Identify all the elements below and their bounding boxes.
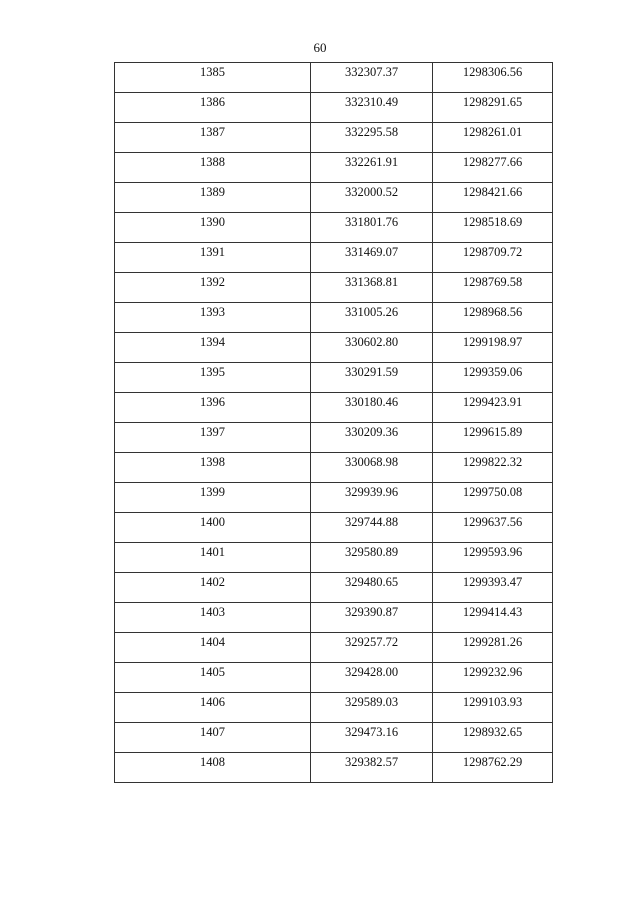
table-row [115, 123, 553, 153]
point-number-cell: 1392 [115, 273, 311, 303]
point-number-cell: 1395 [115, 363, 311, 393]
coordinates-table [114, 62, 553, 783]
point-number-cell: 1389 [115, 183, 311, 213]
x-coordinate-cell: 329589.03 [311, 693, 433, 723]
x-coordinate-cell: 332310.49 [311, 93, 433, 123]
y-coordinate-cell: 1298291.65 [433, 93, 553, 123]
point-number-cell: 1405 [115, 663, 311, 693]
y-coordinate-cell: 1298277.66 [433, 153, 553, 183]
x-coordinate-cell: 330068.98 [311, 453, 433, 483]
x-coordinate-cell: 331368.81 [311, 273, 433, 303]
x-coordinate-cell: 332295.58 [311, 123, 433, 153]
y-coordinate-cell: 1299281.26 [433, 633, 553, 663]
table-row [115, 333, 553, 363]
x-coordinate-cell: 329382.57 [311, 753, 433, 783]
table-row [115, 453, 553, 483]
point-number-cell: 1407 [115, 723, 311, 753]
point-number-cell: 1394 [115, 333, 311, 363]
y-coordinate-cell: 1299822.32 [433, 453, 553, 483]
page-number: 60 [313, 40, 327, 55]
point-number-cell: 1400 [115, 513, 311, 543]
point-number-cell: 1385 [115, 63, 311, 93]
table-row [115, 513, 553, 543]
table-row [115, 363, 553, 393]
point-number-cell: 1404 [115, 633, 311, 663]
y-coordinate-cell: 1298932.65 [433, 723, 553, 753]
table-row [115, 753, 553, 783]
table-row [115, 663, 553, 693]
x-coordinate-cell: 329428.00 [311, 663, 433, 693]
y-coordinate-cell: 1299393.47 [433, 573, 553, 603]
y-coordinate-cell: 1299198.97 [433, 333, 553, 363]
x-coordinate-cell: 329257.72 [311, 633, 433, 663]
y-coordinate-cell: 1299637.56 [433, 513, 553, 543]
table-row [115, 63, 553, 93]
point-number-cell: 1390 [115, 213, 311, 243]
x-coordinate-cell: 330180.46 [311, 393, 433, 423]
y-coordinate-cell: 1298769.58 [433, 273, 553, 303]
x-coordinate-cell: 329580.89 [311, 543, 433, 573]
y-coordinate-cell: 1299414.43 [433, 603, 553, 633]
x-coordinate-cell: 332000.52 [311, 183, 433, 213]
point-number-cell: 1401 [115, 543, 311, 573]
coordinates-table-body [115, 63, 553, 783]
x-coordinate-cell: 332307.37 [311, 63, 433, 93]
y-coordinate-cell: 1298261.01 [433, 123, 553, 153]
point-number-cell: 1402 [115, 573, 311, 603]
table-row [115, 393, 553, 423]
table-row [115, 303, 553, 333]
point-number-cell: 1391 [115, 243, 311, 273]
table-row [115, 693, 553, 723]
table-row [115, 93, 553, 123]
y-coordinate-cell: 1298968.56 [433, 303, 553, 333]
table-row [115, 423, 553, 453]
point-number-cell: 1399 [115, 483, 311, 513]
y-coordinate-cell: 1298518.69 [433, 213, 553, 243]
table-row [115, 243, 553, 273]
point-number-cell: 1396 [115, 393, 311, 423]
table-row [115, 483, 553, 513]
x-coordinate-cell: 329473.16 [311, 723, 433, 753]
y-coordinate-cell: 1299423.91 [433, 393, 553, 423]
y-coordinate-cell: 1298762.29 [433, 753, 553, 783]
table-row [115, 633, 553, 663]
table-row [115, 183, 553, 213]
y-coordinate-cell: 1299103.93 [433, 693, 553, 723]
y-coordinate-cell: 1299593.96 [433, 543, 553, 573]
y-coordinate-cell: 1299232.96 [433, 663, 553, 693]
y-coordinate-cell: 1299750.08 [433, 483, 553, 513]
point-number-cell: 1397 [115, 423, 311, 453]
y-coordinate-cell: 1299615.89 [433, 423, 553, 453]
table-row [115, 153, 553, 183]
y-coordinate-cell: 1299359.06 [433, 363, 553, 393]
x-coordinate-cell: 329390.87 [311, 603, 433, 633]
point-number-cell: 1393 [115, 303, 311, 333]
point-number-cell: 1387 [115, 123, 311, 153]
table-row [115, 543, 553, 573]
y-coordinate-cell: 1298306.56 [433, 63, 553, 93]
x-coordinate-cell: 330209.36 [311, 423, 433, 453]
point-number-cell: 1408 [115, 753, 311, 783]
table-row [115, 213, 553, 243]
y-coordinate-cell: 1298709.72 [433, 243, 553, 273]
x-coordinate-cell: 330291.59 [311, 363, 433, 393]
point-number-cell: 1388 [115, 153, 311, 183]
x-coordinate-cell: 329939.96 [311, 483, 433, 513]
x-coordinate-cell: 331005.26 [311, 303, 433, 333]
table-row [115, 603, 553, 633]
point-number-cell: 1403 [115, 603, 311, 633]
point-number-cell: 1386 [115, 93, 311, 123]
y-coordinate-cell: 1298421.66 [433, 183, 553, 213]
x-coordinate-cell: 330602.80 [311, 333, 433, 363]
table-row [115, 573, 553, 603]
x-coordinate-cell: 331801.76 [311, 213, 433, 243]
table-row [115, 723, 553, 753]
table-row [115, 273, 553, 303]
x-coordinate-cell: 329744.88 [311, 513, 433, 543]
point-number-cell: 1406 [115, 693, 311, 723]
x-coordinate-cell: 331469.07 [311, 243, 433, 273]
point-number-cell: 1398 [115, 453, 311, 483]
x-coordinate-cell: 329480.65 [311, 573, 433, 603]
x-coordinate-cell: 332261.91 [311, 153, 433, 183]
